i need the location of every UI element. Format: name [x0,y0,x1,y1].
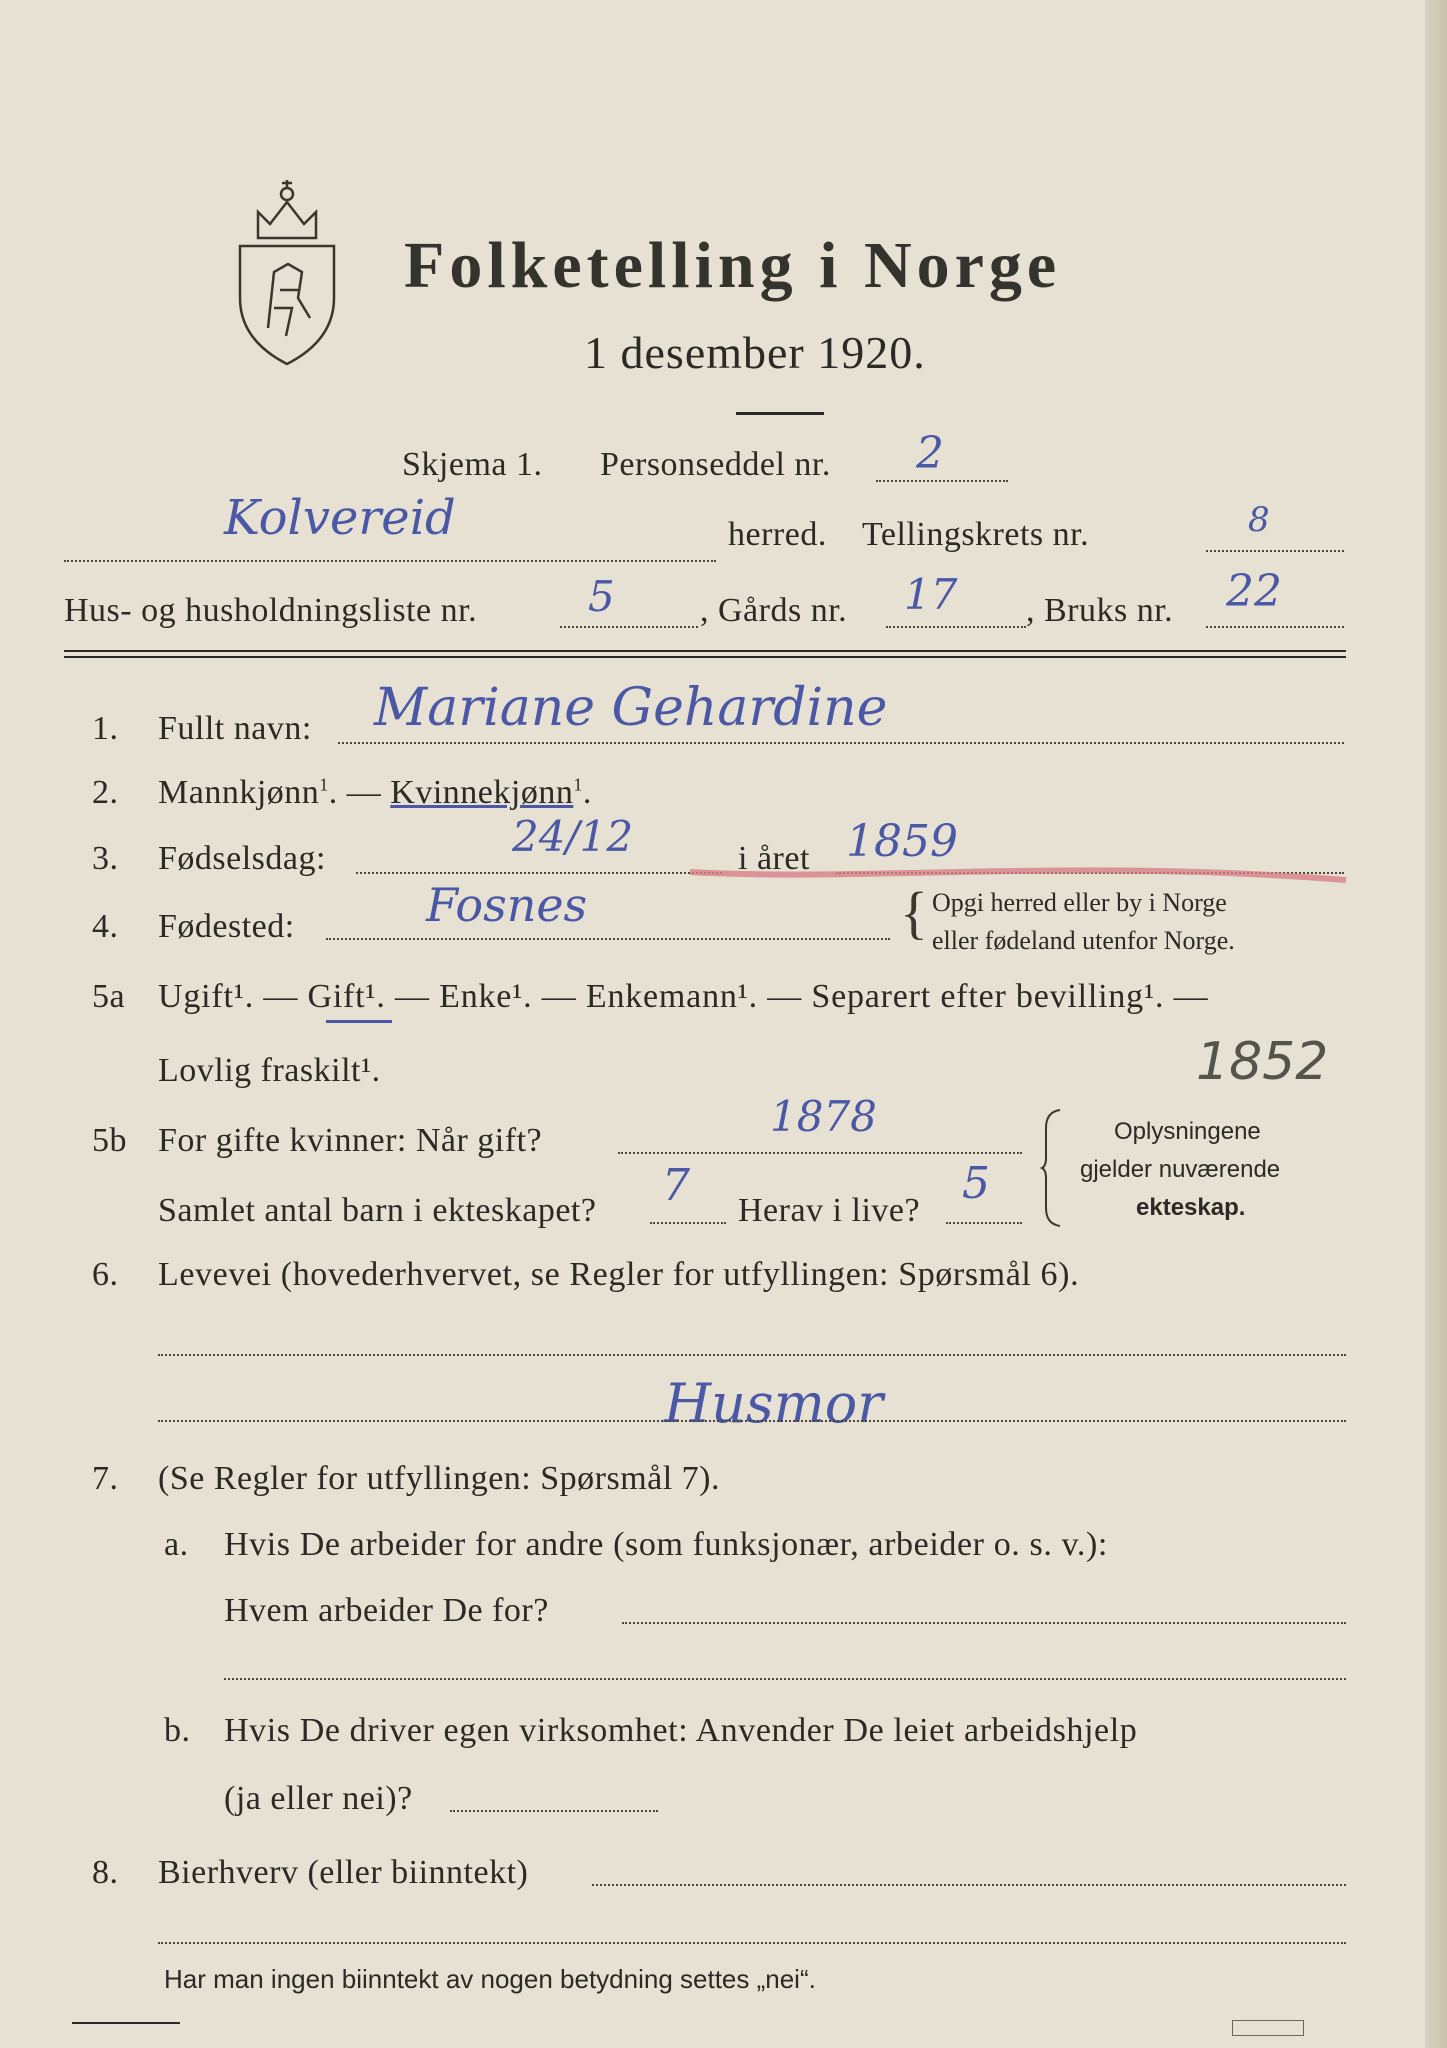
form-title: Folketelling i Norge [404,229,1062,302]
bruks-line [1206,626,1344,628]
q5b-note-line-2: gjelder nuværende [1080,1156,1281,1183]
q2-female-footnote: 1 [573,774,583,795]
q5a-number: 5a [92,978,126,1015]
q5a-gift-underline [326,1020,392,1023]
gards-value: 17 [904,570,958,619]
q7a-line-1 [622,1622,1346,1624]
q1-line [338,742,1344,744]
q5b-alive-line [946,1222,1022,1224]
title-divider [736,412,824,415]
q6-value: Husmor [664,1372,884,1435]
q4-value: Fosnes [426,878,588,932]
q7a-letter: a. [164,1526,189,1563]
q1-value: Mariane Gehardine [374,678,888,738]
q3-label: Fødselsdag: [158,840,326,877]
q7b-text: Hvis De driver egen virksomhet: Anvender De leiet arbeidshjelp [224,1712,1138,1749]
q4-label: Fødested: [158,908,295,945]
q4-number: 4. [92,908,119,945]
q2-number: 2. [92,774,119,811]
q3-number: 3. [92,840,119,877]
husliste-value: 5 [588,572,615,621]
q5a-options: Ugift¹. — Gift¹. — Enke¹. — Enkemann¹. — Separert efter bevilling¹. — [158,978,1209,1015]
herred-label: herred. [728,516,827,553]
header-rule-bottom [64,656,1346,658]
footer-note: Har man ingen biinntekt av nogen betydning settes „nei“. [164,1964,816,1994]
q4-line [326,938,890,940]
q5b-note-line-1: Oplysningene [1114,1118,1261,1145]
paper-edge [1425,0,1447,2048]
red-pencil-mark [690,852,1350,892]
q2-female-end: . [582,774,592,811]
q6-line-1 [158,1354,1346,1356]
q7-number: 7. [92,1460,119,1497]
q5a-line-2: Lovlig fraskilt¹. [158,1052,381,1089]
q7a-sub-label: Hvem arbeider De for? [224,1592,549,1629]
q5b-married-line [618,1152,1022,1154]
q4-brace: { [900,880,928,945]
q4-note-line-1: Opgi herred eller by i Norge [932,888,1227,917]
q6-line-2 [158,1420,1346,1422]
skjema-label: Skjema 1. [402,446,543,483]
coat-of-arms-icon [228,168,346,368]
herred-value: Kolvereid [224,490,456,546]
q2-female-option: Kvinnekjønn [390,774,574,811]
q5b-children-value: 7 [662,1160,690,1211]
q5b-number: 5b [92,1122,127,1159]
q3-year-label: i året [738,840,810,877]
q5b-children-label: Samlet antal barn i ekteskapet? [158,1192,597,1229]
tellingskrets-value: 8 [1248,500,1270,540]
q5a-margin-note: 1852 [1196,1032,1329,1092]
form-subtitle: 1 desember 1920. [584,327,926,378]
q5b-note-line-3: ekteskap. [1136,1194,1246,1221]
tellingskrets-line [1206,550,1344,552]
q7b-letter: b. [164,1712,191,1749]
q8-line-1 [592,1884,1346,1886]
q2-male-option: Mannkjønn [158,774,320,811]
q4-note-line-2: eller fødeland utenfor Norge. [932,926,1235,955]
q8-line-2 [158,1942,1346,1944]
q2-male-footnote: 1 [319,774,329,795]
personseddel-label: Personseddel nr. [600,446,831,483]
q5b-children-line [650,1222,726,1224]
q6-number: 6. [92,1256,119,1293]
tellingskrets-label: Tellingskrets nr. [862,516,1090,553]
q2-dash: — [346,774,382,811]
q2-male-end: . [328,774,338,811]
q7b-line [450,1810,658,1812]
q5b-alive-label: Herav i live? [738,1192,921,1229]
q8-label: Bierhverv (eller biinntekt) [158,1854,529,1891]
q1-label: Fullt navn: [158,710,312,747]
personseddel-value: 2 [916,428,944,479]
herred-line [64,560,716,562]
q7b-sub-label: (ja eller nei)? [224,1780,413,1817]
bruks-label: , Bruks nr. [1026,592,1174,629]
husliste-line [560,626,698,628]
q5b-alive-value: 5 [962,1158,990,1209]
footnote-rule [72,2022,180,2024]
q7a-line-2 [224,1678,1346,1680]
q3-day-line [356,872,722,874]
husliste-label: Hus- og husholdningsliste nr. [64,592,478,629]
q3-day-value: 24/12 [512,812,634,861]
q5b-label: For gifte kvinner: Når gift? [158,1122,543,1159]
q3-year-value: 1859 [846,816,958,867]
bruks-value: 22 [1226,566,1282,617]
q1-number: 1. [92,710,119,747]
q8-number: 8. [92,1854,119,1891]
q5b-married-value: 1878 [770,1092,877,1141]
header-rule-top [64,650,1346,652]
q2-text [158,774,592,812]
q5b-brace [1040,1108,1064,1228]
q7-label: (Se Regler for utfyllingen: Spørsmål 7). [158,1460,721,1497]
personseddel-line [876,480,1008,482]
q6-label: Levevei (hovederhvervet, se Regler for utfyllingen: Spørsmål 6). [158,1256,1080,1293]
q7a-text: Hvis De arbeider for andre (som funksjonær, arbeider o. s. v.): [224,1526,1108,1563]
gards-line [886,626,1026,628]
gards-label: , Gårds nr. [700,592,848,629]
printer-stamp [1232,2020,1304,2036]
